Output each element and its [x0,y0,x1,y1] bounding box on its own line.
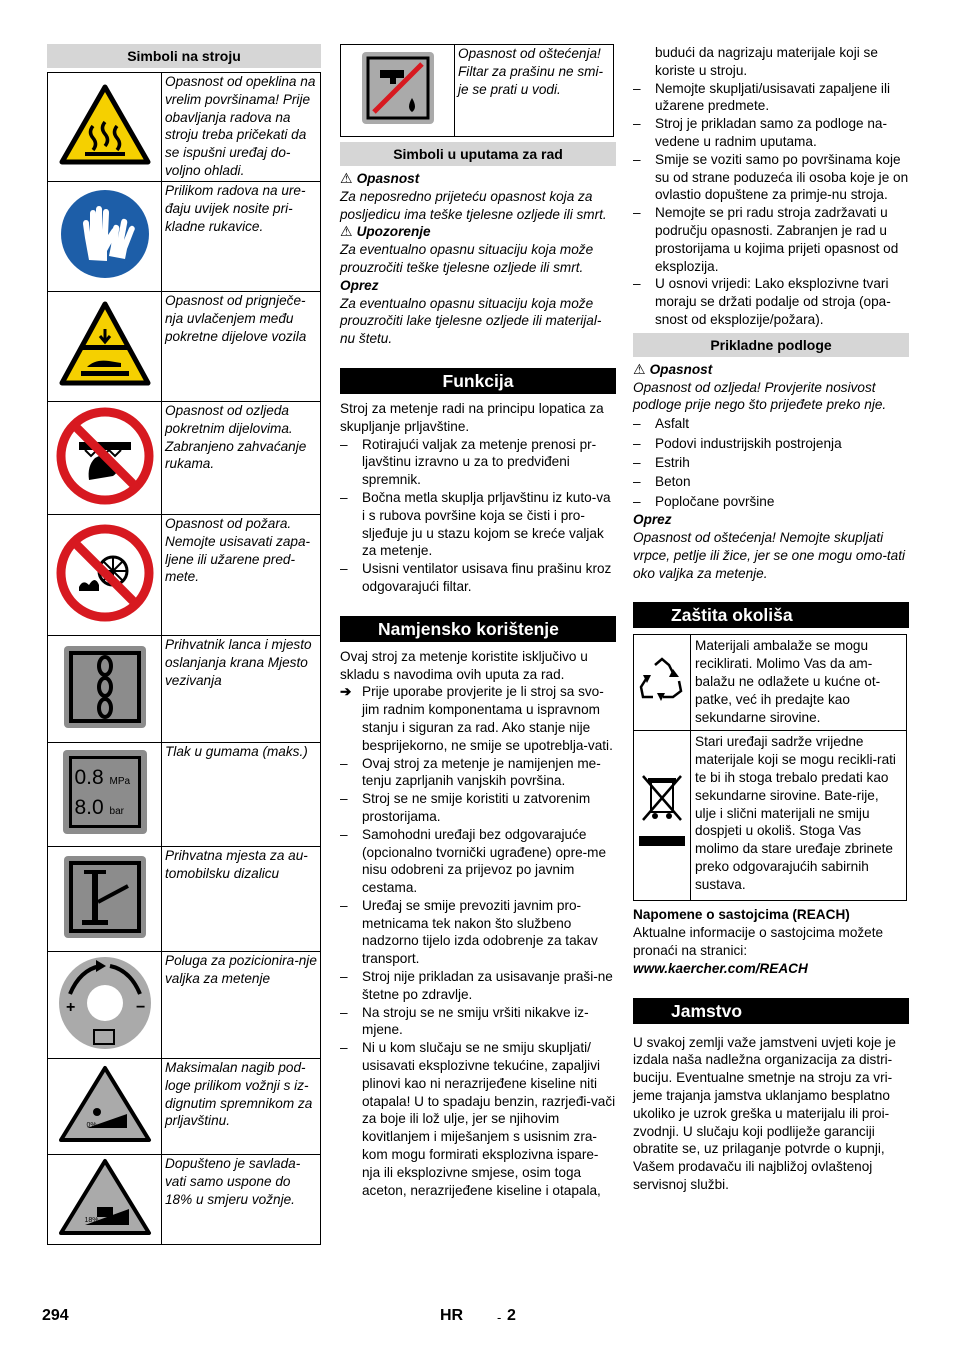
warning-triangle-icon: ⚠ [633,360,646,377]
list-item: – Rotirajući valjak za metenje prenosi pr-ljavštinu izravno u za to predviđeni spremnik. [340,436,616,489]
weee-bin-icon [634,731,691,901]
list-item: – Stroj se ne smije koristiti u zatvorenim prostorijama. [340,790,616,826]
column-1 [47,44,321,1245]
caution-text: Za eventualno opasnu situaciju koja može prouzročiti lake tjelesne ozljede ili materijal-nu štetu. [340,295,602,347]
symbol-text: Maksimalan nagib pod-loge prilikom vožnji s iz-dignutim spremnikom za prljavštinu. [162,1059,321,1155]
warning-triangle-icon: ⚠ [340,223,353,240]
environment-table [633,634,907,901]
danger-text: Za neposredno prijeteću opasnost koja za posljedicu ima teške tjelesne ozljede ili smrt. [340,188,607,222]
list-item: – Usisni ventilator usisava finu prašinu kroz odgovarajući filtar. [340,560,616,596]
surfaces-danger-text: Opasnost od ozljeda! Provjerite nosivost podloge prije nego što prijeđete preko nje. [633,379,887,413]
list-item: – Smije se voziti samo po površinama koje su od strane poduzeća ili osoba koje je on ovlastio dopuštene za primje-nu stroja. [633,151,909,204]
recycle-icon [634,635,691,731]
no-hot-objects-icon [48,515,162,636]
list-item: – Samohodni uređaji bez odgovarajuće (opcionalno tvornički ugrađene) opre-me nisu odobreni za prijevoz po javnim cestama. [340,826,616,897]
weee-text: Stari uređaji sadrže vrijedne materijale koji se mogu recikli-rati te bi ih stoga trebalo predati kao sekundarne sirovine. Bate-rije, ulje i slični materijali ne smiju dospjeti u okoliš. Stoga Vas molimo da stare uređaje zbrinete preko odgovarajućih sabirnih sustava. [691,731,907,901]
list-item: – Nemojte skupljati/usisavati zapaljene ili užarene predmete. [633,80,909,116]
slope-label-18: 18% [84,1217,99,1225]
hot-surface-warning-icon [48,73,162,182]
symbol-text: Prihvatnik lanca i mjesto oslanjanja krana Mjesto vezivanja [162,636,321,743]
pressure-bar-value: 8.0 [74,796,104,820]
surfaces-caution-text: Opasnost od oštećenja! Nemojte skupljati vrpce, petlje ili žice, jer se one mogu omo-tati oko valjka za metenje. [633,529,905,581]
list-item: – Ni u kom slučaju se ne smiju skupljati/ usisavati eksplozivne tekućine, zapaljivi plinovi kao ni nerazrijeđene kiseline niti otapala! U to spadaju benzin, razrjeđi-vači za boje ili lož ulje, jer se njihovim kovitlanjem i miješanjem s usisnim zra-kom mogu formirati eksplozivna ispare-nja ili eksplozivne smjese, osim toga aceton, nerazrijeđene kiseline i otapala, [340,1039,616,1199]
warranty-text: U svakoj zemlji važe jamstveni uvjeti koje je izdala naša nadležna organizacija za distri-buciju. Eventualne smetnje na stroju za vri-jeme trajanja jamstva uklanjamo besplatno ukoliko je uzrok greška u materijalu ili proi-zvodnji. U slučaju koji podliježe garanciji obratite se, uz prilaganje potvrde o kupnji, Vašem prodavaču ili najbližoj ovlaštenoj servisnoj službi. [633,1034,896,1192]
svg-text:+: + [65,998,75,1016]
list-item: – Uređaj se smije prevoziti javnim pro-metnicama tek nakon što službeno nadzorno tijelo izda odobrenje za takav transport. [340,897,616,968]
function-header: Funkcija [340,368,616,394]
footer-separator: - [497,1310,502,1325]
column-2 [340,44,616,1199]
machine-symbols-header: Simboli na stroju [47,44,321,68]
arrow-right-icon: ➔ [340,684,352,700]
reach-text: Aktualne informacije o sastojcima možete pronaći na stranici: [633,925,884,958]
environment-header: Zaštita okoliša [633,602,909,628]
symbol-text: Dopušteno je savlada-vati samo uspone do 18% u smjeru vožnje. [162,1155,321,1245]
surfaces-list [633,414,909,511]
symbol-text: Opasnost od ozljeda pokretnim dijelovima. Zabranjeno zahvaćanje rukama. [162,402,321,515]
warning-triangle-icon: ⚠ [340,170,353,186]
chain-lifting-point-icon [48,636,162,743]
list-item: – Asfalt [633,414,909,433]
machine-symbols-table [47,72,321,1245]
list-item: – Stroj je prikladan samo za podloge na-vedene u radnim uputama. [633,115,909,151]
usage-arrow-item [340,683,616,754]
max-slope-icon [48,1059,162,1155]
list-item: – Ovaj stroj za metenje je namijenjen me-tenju zaprljanih vanjskih površina. [340,755,616,791]
tire-pressure-icon [48,743,162,847]
svg-text:−: − [135,998,145,1016]
surfaces-header: Prikladne podloge [633,333,909,357]
pressure-bar-unit: bar [109,806,124,818]
symbol-text: Poluga za pozicionira-nje valjka za metenje [162,952,321,1059]
symbol-text: Tlak u gumama (maks.) [162,743,321,847]
symbol-text: Prilikom radova na ure-đaju uvijek nosite pri-kladne rukavice. [162,182,321,292]
usage-continuation: budući da nagrizaju materijale koji se koriste u stroju. [655,45,878,78]
manual-symbols-header: Simboli u uputama za rad [340,142,616,166]
usage-list [340,755,616,1200]
page-number: 294 [42,1307,69,1324]
usage-list-continued [633,80,909,329]
slope-label-0: 0% [86,1122,97,1130]
no-washing-filter-icon [341,45,455,137]
list-item: – U osnovi vrijedi: Lako eksplozivne tvari moraju se držati podalje od stroja (opa-snost od eksplozije/požara). [633,275,909,328]
function-list [340,436,616,596]
usage-arrow-text: Prije uporabe provjerite je li stroj sa svo-jim radnim komponentama u ispravnom stanju i siguran za rad. Ako stanje nije besprijekorno, ne smije se upotreblja-vati. [362,684,613,753]
climb-slope-icon [48,1155,162,1245]
list-item: – Beton [633,472,909,491]
list-item: – Na stroju se ne smiju vršiti nikakve iz-mjene. [340,1004,616,1040]
language-code: HR [440,1307,464,1324]
no-reach-in-icon [48,402,162,515]
crush-hazard-icon [48,292,162,402]
list-item: – Nemojte se pri radu stroja zadržavati u području opasnosti. Zabranjen je rad u prostorijama u kojima prijeti opasnost od eksplozija. [633,204,909,275]
symbol-text: Opasnost od prignječe-nja uvlačenjem među pokretne dijelove vozila [162,292,321,402]
pressure-mpa-unit: MPa [109,776,131,788]
list-item: – Bočna metla skuplja prljavštinu iz kuto-va i s rubova površine koja se čisti i pro-sljeđuje ju u stazu kojom se kreće valjak za metenje. [340,489,616,560]
warning-text: Za eventualno opasnu situaciju koja može prouzročiti teške tjelesne ozljede ili smrt. [340,242,594,275]
caution-title: Oprez [340,277,379,293]
usage-intro: Ovaj stroj za metenje koristite isključivo u skladu s navodima ovih uputa za rad. [340,648,588,682]
symbol-text: Opasnost od opeklina na vrelim površinama! Prije obavljanja radova na stroju treba pričekati da se ispušni uređaj do-voljno ohladi. [162,73,321,182]
reach-link[interactable]: www.kaercher.com/REACH [633,960,808,976]
danger-title: Opasnost [649,361,713,377]
list-item: – Popločane površine [633,492,909,511]
symbol-text: Opasnost od požara. Nemojte usisavati zapa-ljene ili užarene pred-mete. [162,515,321,636]
section-number: 2 [507,1307,516,1324]
intended-use-header: Namjensko korištenje [340,616,616,642]
symbol-text: Prihvatna mjesta za au-tomobilsku dizalicu [162,847,321,952]
list-item: – Estrih [633,453,909,472]
warranty-header: Jamstvo [633,998,909,1024]
warning-title: Upozorenje [356,224,431,240]
recycle-text: Materijali ambalaže se mogu reciklirati. Molimo Vas da am-balažu ne odlažete u kućne ot-patke, već ih predajte kao sekundarne sirovine. [691,635,907,731]
caution-title: Oprez [633,512,672,528]
wear-gloves-icon [48,182,162,292]
reach-title: Napomene o sastojcima (REACH) [633,907,850,923]
column-3 [633,44,909,1194]
danger-title: Opasnost [356,171,420,186]
pressure-mpa-value: 0.8 [74,766,104,790]
list-item: – Stroj nije prikladan za usisavanje praši-ne štetne po zdravlje. [340,968,616,1004]
roller-lever-icon [48,952,162,1059]
jack-point-icon [48,847,162,952]
list-item: – Podovi industrijskih postrojenja [633,434,909,453]
filter-warning-text: Opasnost od oštećenja! Filtar za prašinu ne smi-je se prati u vodi. [455,45,614,137]
function-intro: Stroj za metenje radi na principu lopatica za skupljanje prljavštine. [340,400,604,434]
filter-symbol-table [340,44,614,137]
